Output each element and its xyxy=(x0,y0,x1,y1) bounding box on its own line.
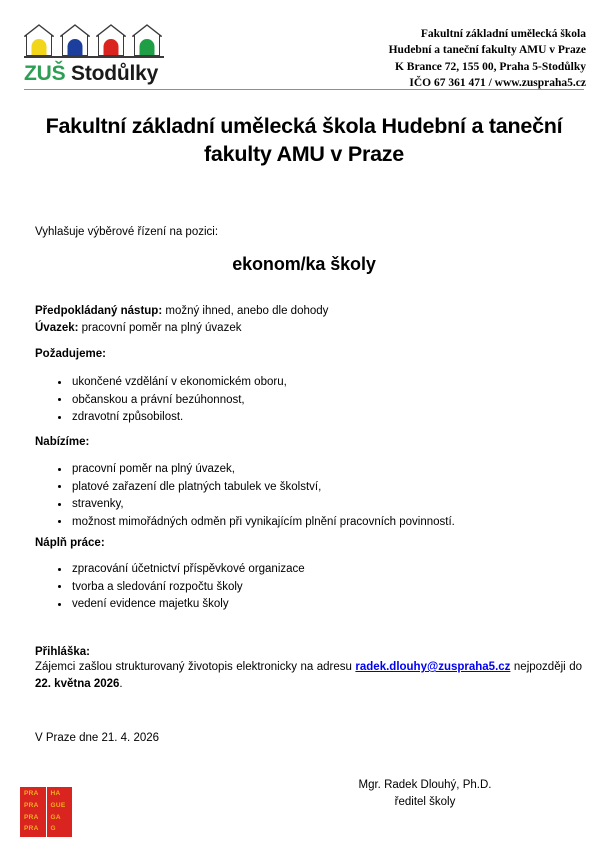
house-body xyxy=(134,35,160,56)
prague-logo-text: GUE xyxy=(50,801,66,809)
list-item: pracovní poměr na plný úvazek, xyxy=(54,461,455,479)
logo-ground-line xyxy=(24,56,164,58)
list-item: ukončené vzdělání v ekonomickém oboru, xyxy=(54,374,287,392)
application-heading: Přihláška: xyxy=(35,646,90,658)
application-email-link[interactable]: radek.dlouhy@zuspraha5.cz xyxy=(355,661,511,673)
duties-list xyxy=(54,561,305,614)
workload-value: pracovní poměr na plný úvazek xyxy=(78,322,242,335)
house-body xyxy=(26,35,52,56)
requirements-list xyxy=(54,374,287,427)
application-text-before: Zájemci zašlou strukturovaný životopis elektronicky na adresu xyxy=(35,661,356,673)
prague-logo-text: PRA xyxy=(24,825,39,833)
prague-logo-right-column xyxy=(47,787,73,837)
logo-house-4 xyxy=(132,24,162,56)
prague-logo-text: PRA xyxy=(24,801,39,809)
prague-logo-text: PRA xyxy=(24,790,39,797)
address-line-3: K Brance 72, 155 00, Praha 5-Stodůlky xyxy=(394,60,586,73)
start-date-line xyxy=(35,303,328,320)
prague-logo-text: HA xyxy=(50,790,61,797)
address-line-4: IČO 67 361 471 / www.zuspraha5.cz xyxy=(409,76,586,89)
house-body xyxy=(62,35,88,56)
logo-houses-graphic xyxy=(24,22,164,60)
list-item: občanskou a právní bezúhonnost, xyxy=(54,392,287,410)
prague-logo-text: G xyxy=(50,825,56,833)
duties-heading: Náplň práce: xyxy=(35,537,105,549)
header-divider xyxy=(24,89,584,90)
offer-heading: Nabízíme: xyxy=(35,436,90,448)
start-date-label: Předpokládaný nástup: xyxy=(35,305,163,317)
application-text-end: . xyxy=(119,678,123,691)
prague-city-logo xyxy=(20,787,72,837)
address-line-2: Hudební a taneční fakulty AMU v Praze xyxy=(388,44,586,57)
logo-house-3 xyxy=(96,24,126,56)
signatory-name: Mgr. Radek Dlouhý, Ph.D. xyxy=(358,779,492,791)
application-text xyxy=(35,659,582,694)
logo-wordmark xyxy=(24,63,174,84)
list-item: možnost mimořádných odměn při vynikajícím plnění pracovních povinností. xyxy=(54,514,455,532)
signature-block xyxy=(300,777,550,810)
prague-logo-text: PRA xyxy=(24,813,39,821)
house-door-green xyxy=(140,39,155,55)
logo-house-2 xyxy=(60,24,90,56)
position-heading: ekonom/ka školy xyxy=(232,254,376,274)
workload-line xyxy=(35,320,328,337)
page-title: Fakultní základní umělecká škola Hudební a taneční fakulty AMU v Praze xyxy=(45,114,563,167)
house-body xyxy=(98,35,124,56)
requirements-heading: Požadujeme: xyxy=(35,348,106,360)
house-door-blue xyxy=(68,39,83,55)
logo-name: Stodůlky xyxy=(71,62,159,85)
terms-block xyxy=(35,303,328,337)
header-address-block xyxy=(256,26,586,91)
list-item: platové zařazení dle platných tabulek ve školství, xyxy=(54,479,455,497)
list-item: zdravotní způsobilost. xyxy=(54,409,287,427)
document-header xyxy=(0,0,608,95)
house-door-red xyxy=(104,39,119,55)
address-line-1: Fakultní základní umělecká škola xyxy=(420,28,586,40)
place-and-date: V Praze dne 21. 4. 2026 xyxy=(35,732,160,744)
list-item: stravenky, xyxy=(54,496,455,514)
logo-acronym: ZUŠ xyxy=(24,62,66,85)
list-item: vedení evidence majetku školy xyxy=(54,596,305,614)
signatory-role: ředitel školy xyxy=(394,795,456,808)
school-logo xyxy=(24,22,174,84)
logo-house-1 xyxy=(24,24,54,56)
house-door-yellow xyxy=(32,39,47,55)
offer-list xyxy=(54,461,455,531)
prague-logo-left-column xyxy=(20,787,47,837)
start-date-value: možný ihned, anebo dle dohody xyxy=(162,305,329,317)
workload-label: Úvazek: xyxy=(35,322,79,335)
list-item: tvorba a sledování rozpočtu školy xyxy=(54,579,305,597)
prague-logo-text: GA xyxy=(50,813,61,821)
intro-text: Vyhlašuje výběrové řízení na pozici: xyxy=(35,226,219,238)
list-item: zpracování účetnictví příspěvkové organizace xyxy=(54,561,305,579)
application-text-after: nejpozději do xyxy=(510,661,582,673)
application-deadline: 22. května 2026 xyxy=(35,678,120,691)
